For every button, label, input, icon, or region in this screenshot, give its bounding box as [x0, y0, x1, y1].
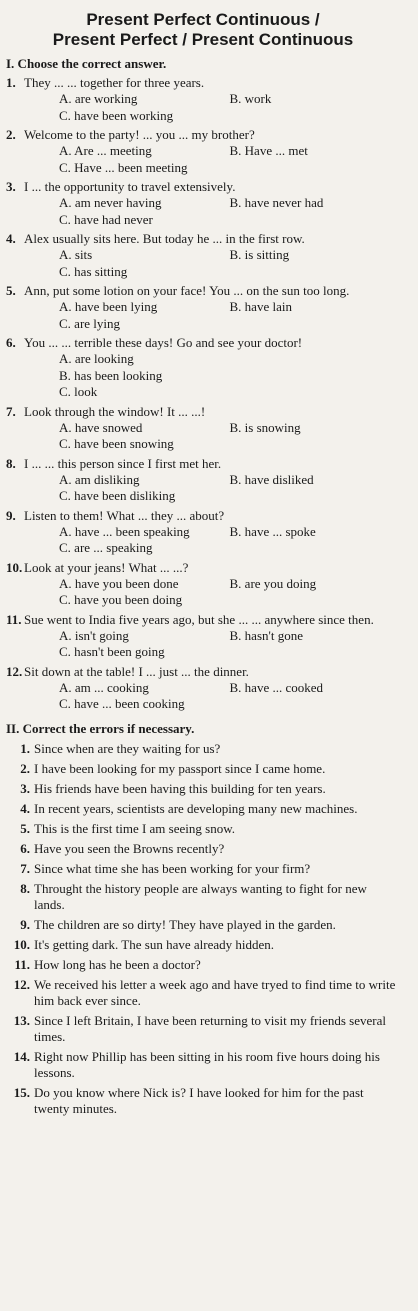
- answer-options: [59, 299, 400, 332]
- option-row: [59, 247, 400, 264]
- question-item: [6, 283, 400, 332]
- question-text: Welcome to the party! ... you ... my brother?: [24, 127, 255, 142]
- question-item: [6, 75, 400, 124]
- correction-item: [6, 761, 400, 777]
- answer-option: C. have been disliking: [59, 488, 176, 503]
- question-text: Look at your jeans! What ... ...?: [24, 559, 189, 575]
- item-number: 3.: [20, 780, 30, 796]
- correction-item: [6, 841, 400, 857]
- item-number: 1.: [20, 740, 30, 756]
- option-row: [59, 91, 400, 108]
- question-number: 2.: [6, 127, 16, 142]
- question-text: Sit down at the table! I ... just ... the dinner.: [24, 663, 249, 679]
- item-number: 7.: [20, 860, 30, 876]
- option-row: [59, 195, 400, 212]
- question-number: 3.: [6, 179, 16, 194]
- section-1-heading: I. Choose the correct answer.: [6, 56, 167, 71]
- answer-option: A. Are ... meeting: [59, 143, 152, 158]
- question-number: 5.: [6, 283, 16, 298]
- answer-option: B. work: [229, 91, 272, 106]
- option-row: [59, 628, 400, 645]
- answer-option: A. have you been done: [59, 575, 179, 591]
- item-number: 15.: [13, 1084, 30, 1100]
- question-text: Alex usually sits here. But today he ... in the first row.: [24, 231, 305, 246]
- option-row: [59, 488, 400, 505]
- question-item: [6, 664, 400, 713]
- question-number: 11.: [6, 611, 22, 627]
- answer-option: B. Have ... met: [229, 143, 308, 158]
- option-row: [59, 299, 400, 316]
- option-row: [59, 351, 400, 368]
- answer-option: A. sits: [59, 247, 93, 262]
- correction-item: [6, 1085, 400, 1117]
- question-number: 10.: [6, 559, 23, 575]
- question-text: I ... ... this person since I first met her.: [24, 455, 222, 471]
- option-row: [59, 212, 400, 229]
- question-text: Listen to them! What ... they ... about?: [24, 507, 225, 523]
- question-text: They ... ... together for three years.: [24, 75, 205, 90]
- question-item: [6, 404, 400, 453]
- answer-options: [59, 680, 400, 713]
- answer-option: B. hasn't gone: [229, 627, 303, 643]
- option-row: [59, 143, 400, 160]
- answer-options: [59, 247, 400, 280]
- item-number: 5.: [20, 820, 30, 836]
- answer-option: B. is sitting: [229, 247, 290, 262]
- correction-item: [6, 917, 400, 933]
- answer-options: [59, 472, 400, 505]
- item-text: Have you seen the Browns recently?: [34, 840, 225, 856]
- answer-options: [59, 195, 400, 228]
- section-2-heading: II. Correct the errors if necessary.: [6, 720, 195, 736]
- item-text: Right now Phillip has been sitting in his room five hours doing his lessons.: [34, 1048, 380, 1080]
- question-item: [6, 560, 400, 609]
- answer-options: [59, 628, 400, 661]
- option-row: [59, 264, 400, 281]
- answer-option: C. hasn't been going: [59, 644, 165, 659]
- option-row: [59, 592, 400, 609]
- answer-option: B. is snowing: [229, 419, 301, 435]
- question-number: 9.: [6, 507, 16, 523]
- correction-item: [6, 821, 400, 837]
- item-text: Throught the history people are always wanting to fight for new lands.: [34, 880, 367, 912]
- item-text: Since I left Britain, I have been returning to visit my friends several times.: [34, 1012, 386, 1044]
- correction-item: [6, 861, 400, 877]
- answer-option: A. am disliking: [59, 471, 140, 487]
- answer-option: C. are lying: [59, 315, 121, 331]
- correction-item: [6, 801, 400, 817]
- item-text: In recent years, scientists are developing many new machines.: [34, 800, 358, 816]
- item-text: The children are so dirty! They have played in the garden.: [34, 916, 336, 932]
- answer-option: A. are working: [59, 91, 138, 106]
- correction-item: [6, 937, 400, 953]
- item-number: 11.: [14, 956, 30, 972]
- question-number: 7.: [6, 403, 16, 419]
- correction-item: [6, 881, 400, 913]
- answer-options: [59, 576, 400, 609]
- option-row: [59, 108, 400, 125]
- option-row: [59, 160, 400, 177]
- item-number: 13.: [13, 1012, 30, 1028]
- option-row: [59, 680, 400, 697]
- title-line-2: Present Perfect / Present Continuous: [52, 30, 354, 49]
- correction-item: [6, 977, 400, 1009]
- item-number: 9.: [20, 916, 30, 932]
- answer-option: C. have ... been cooking: [59, 696, 185, 711]
- answer-option: B. have ... cooked: [229, 679, 324, 695]
- answer-option: B. are you doing: [229, 575, 317, 591]
- question-text: You ... ... terrible these days! Go and see your doctor!: [24, 335, 303, 350]
- option-row: [59, 540, 400, 557]
- question-text: Ann, put some lotion on your face! You ... on the sun too long.: [24, 283, 350, 298]
- option-row: [59, 696, 400, 713]
- item-text: Do you know where Nick is? I have looked for him for the past twenty minutes.: [34, 1084, 364, 1116]
- answer-options: [59, 143, 400, 176]
- item-text: How long has he been a doctor?: [34, 956, 201, 972]
- option-row: [59, 384, 400, 401]
- option-row: [59, 472, 400, 489]
- option-row: [59, 420, 400, 437]
- option-row: [59, 644, 400, 661]
- answer-option: C. has sitting: [59, 263, 128, 279]
- item-number: 8.: [20, 880, 30, 896]
- item-number: 2.: [20, 760, 30, 776]
- answer-option: A. have ... been speaking: [59, 523, 190, 539]
- question-item: [6, 231, 400, 280]
- question-item: [6, 508, 400, 557]
- answer-option: A. have been lying: [59, 299, 158, 314]
- answer-option: C. have you been doing: [59, 592, 183, 607]
- option-row: [59, 524, 400, 541]
- item-text: This is the first time I am seeing snow.: [34, 820, 235, 836]
- item-text: His friends have been having this building for ten years.: [34, 780, 326, 796]
- correction-item: [6, 1049, 400, 1081]
- question-text: I ... the opportunity to travel extensively.: [24, 179, 236, 194]
- question-item: [6, 335, 400, 401]
- question-number: 1.: [6, 75, 16, 90]
- section-2-items: [6, 741, 400, 1117]
- answer-options: [59, 420, 400, 453]
- answer-option: C. have been working: [59, 107, 174, 123]
- option-row: [59, 316, 400, 333]
- item-text: We received his letter a week ago and have tryed to find time to write him back ever since.: [34, 976, 396, 1008]
- option-row: [59, 576, 400, 593]
- item-number: 14.: [13, 1048, 30, 1064]
- question-text: Sue went to India five years ago, but she ... ... anywhere since then.: [24, 611, 374, 627]
- question-number: 6.: [6, 335, 16, 350]
- question-item: [6, 456, 400, 505]
- answer-option: B. have disliked: [229, 471, 314, 487]
- question-item: [6, 612, 400, 661]
- answer-option: B. have lain: [229, 299, 292, 314]
- item-text: It's getting dark. The sun have already hidden.: [34, 936, 275, 952]
- section-1-questions: [6, 75, 400, 713]
- question-text: Look through the window! It ... ...!: [24, 403, 206, 419]
- item-number: 6.: [20, 840, 30, 856]
- item-number: 4.: [20, 800, 30, 816]
- answer-option: A. isn't going: [59, 627, 129, 643]
- question-number: 12.: [6, 663, 23, 679]
- correction-item: [6, 1013, 400, 1045]
- question-number: 8.: [6, 455, 16, 471]
- answer-option: B. has been looking: [59, 367, 163, 383]
- answer-options: [59, 91, 400, 124]
- page-title: [6, 10, 400, 50]
- option-row: [59, 436, 400, 453]
- question-item: [6, 127, 400, 176]
- answer-option: C. Have ... been meeting: [59, 159, 188, 175]
- answer-options: [59, 351, 400, 401]
- answer-option: A. have snowed: [59, 419, 143, 435]
- answer-option: B. have never had: [229, 195, 324, 210]
- answer-option: C. look: [59, 384, 98, 399]
- answer-option: A. am never having: [59, 195, 162, 210]
- answer-option: A. are looking: [59, 351, 134, 366]
- item-number: 12.: [13, 976, 30, 992]
- answer-option: A. am ... cooking: [59, 679, 149, 695]
- correction-item: [6, 781, 400, 797]
- answer-option: C. are ... speaking: [59, 540, 153, 555]
- item-text: I have been looking for my passport since I came home.: [34, 760, 326, 776]
- item-text: Since when are they waiting for us?: [34, 740, 221, 756]
- answer-option: C. have been snowing: [59, 436, 174, 451]
- item-number: 10.: [13, 936, 30, 952]
- title-line-1: Present Perfect Continuous /: [86, 10, 320, 29]
- question-number: 4.: [6, 231, 16, 246]
- item-text: Since what time she has been working for your firm?: [34, 860, 311, 876]
- answer-option: C. have had never: [59, 211, 153, 227]
- option-row: [59, 368, 400, 385]
- answer-options: [59, 524, 400, 557]
- correction-item: [6, 957, 400, 973]
- correction-item: [6, 741, 400, 757]
- answer-option: B. have ... spoke: [229, 523, 316, 539]
- question-item: [6, 179, 400, 228]
